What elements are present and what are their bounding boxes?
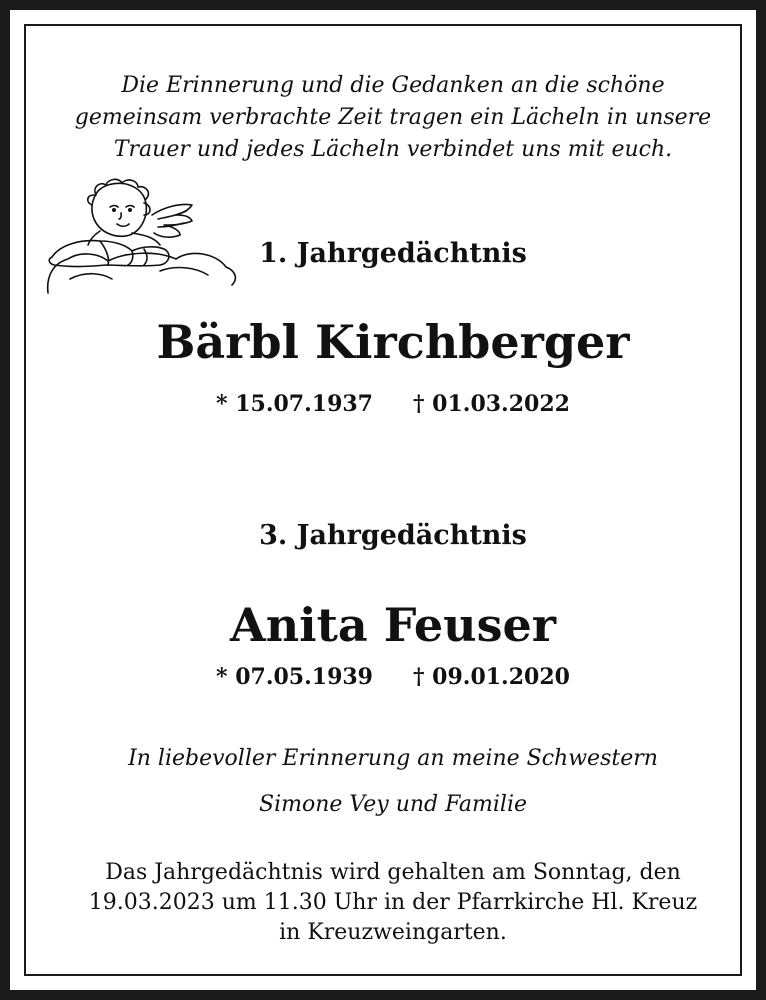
life-dates-1 bbox=[10, 391, 766, 417]
birth-date-1: * 15.07.1937 bbox=[216, 391, 373, 417]
deceased-name-2: Anita Feuser bbox=[230, 598, 556, 652]
birth-date-2: * 07.05.1939 bbox=[216, 664, 373, 690]
notice-inner-border bbox=[24, 24, 742, 976]
service-line-1: Das Jahrgedächtnis wird gehalten am Sonntag, den bbox=[105, 860, 681, 885]
remembrance-line-1: In liebevoller Erinnerung an meine Schwestern bbox=[128, 746, 658, 771]
remembrance-signature: Simone Vey und Familie bbox=[259, 792, 527, 817]
life-dates-2 bbox=[10, 664, 766, 690]
service-notice bbox=[10, 858, 766, 948]
death-date-2: † 09.01.2020 bbox=[413, 664, 570, 690]
verse-line-3: Trauer und jedes Lächeln verbindet uns mit euch. bbox=[113, 137, 673, 162]
deceased-name-1: Bärbl Kirchberger bbox=[156, 315, 630, 369]
verse-line-1: Die Erinnerung und die Gedanken an die schöne bbox=[121, 73, 665, 98]
anniversary-heading-1: 1. Jahrgedächtnis bbox=[259, 238, 527, 269]
verse-line-2: gemeinsam verbrachte Zeit tragen ein Lächeln in unsere bbox=[74, 105, 712, 130]
service-line-2: 19.03.2023 um 11.30 Uhr in der Pfarrkirche Hl. Kreuz bbox=[88, 890, 698, 915]
verse bbox=[10, 70, 766, 166]
death-date-1: † 01.03.2022 bbox=[413, 391, 570, 417]
service-line-3: in Kreuzweingarten. bbox=[279, 920, 507, 945]
anniversary-heading-2: 3. Jahrgedächtnis bbox=[259, 520, 527, 551]
